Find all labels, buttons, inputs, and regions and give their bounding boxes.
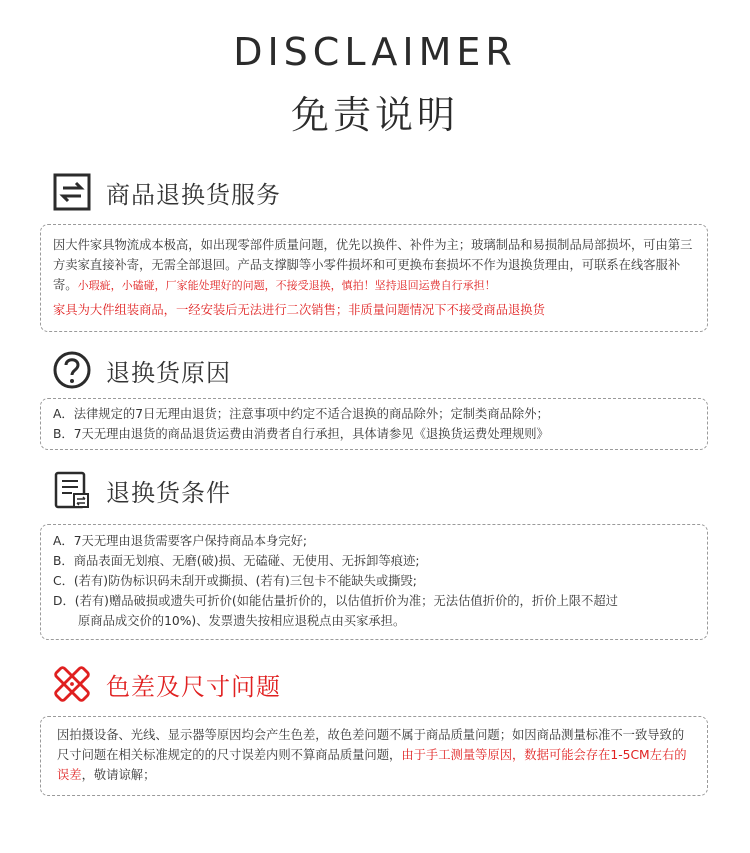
section-title: 退换货条件 — [106, 478, 231, 507]
list-item: C．(若有)防伪标识码未刮开或撕损、(若有)三包卡不能缺失或撕毁; — [53, 574, 417, 588]
exchange-service-warning: 家具为大件组装商品，一经安装后无法进行二次销售；非质量问题情况下不接受商品退换货 — [53, 303, 545, 317]
exchange-service-text: 因大件家具物流成本极高，如出现零部件质量问题，优先以换件、补件为主；玻璃制品和易损制品局部损坏，可由第三方卖家直接补寄，无需全部退回。产品支撑脚等小零件损坏和可更换布套损坏不作为退换货理由，可联系在线客服补寄。小瑕疵，小磕碰，厂家能处理好的问题，不接受退换，慎拍！坚持退回运费自行承担！ — [53, 238, 693, 292]
section-header-return-reasons — [52, 350, 231, 390]
section-header-exchange-service — [52, 172, 281, 212]
return-conditions-box — [40, 524, 708, 640]
return-reasons-box — [40, 398, 708, 450]
section-header-return-conditions — [52, 470, 231, 510]
section-title: 退换货原因 — [106, 358, 231, 387]
list-item: B．商品表面无划痕、无磨(破)损、无磕碰、无使用、无拆卸等痕迹; — [53, 554, 420, 568]
section-header-color-size — [52, 664, 281, 704]
page-title-english: DISCLAIMER — [233, 30, 517, 74]
document-list-icon — [52, 470, 92, 510]
color-size-text: 因拍摄设备、光线、显示器等原因均会产生色差，故色差问题不属于商品质量问题；如因商品测量标准不一致导致的尺寸问题在相关标准规定的的尺寸误差内则不算商品质量问题，由于手工测量等原因，数据可能会存在1-5CM左右的误差，敬请谅解； — [57, 728, 687, 782]
ruler-cross-icon — [52, 664, 92, 704]
list-item: D．(若有)赠品破损或遗失可折价(如能估量折价的，以估值折价为准；无法估值折价的，折价上限不超过 — [53, 594, 618, 608]
list-item: A．7天无理由退货需要客户保持商品本身完好; — [53, 534, 308, 548]
list-item: 原商品成交价的10%)、发票遗失按相应退税点由买家承担。 — [78, 614, 406, 628]
exchange-service-box — [40, 224, 708, 332]
exchange-arrows-icon — [52, 172, 92, 212]
section-title: 商品退换货服务 — [106, 180, 281, 209]
page-title-chinese: 免责说明 — [290, 93, 459, 137]
list-item: A．法律规定的7日无理由退货；注意事项中约定不适合退换的商品除外；定制类商品除外； — [53, 407, 549, 421]
color-size-box — [40, 716, 708, 796]
section-title: 色差及尺寸问题 — [106, 672, 281, 701]
list-item: B．7天无理由退货的商品退货运费由消费者自行承担，具体请参见《退换货运费处理规则》 — [53, 427, 549, 441]
question-circle-icon — [52, 350, 92, 390]
